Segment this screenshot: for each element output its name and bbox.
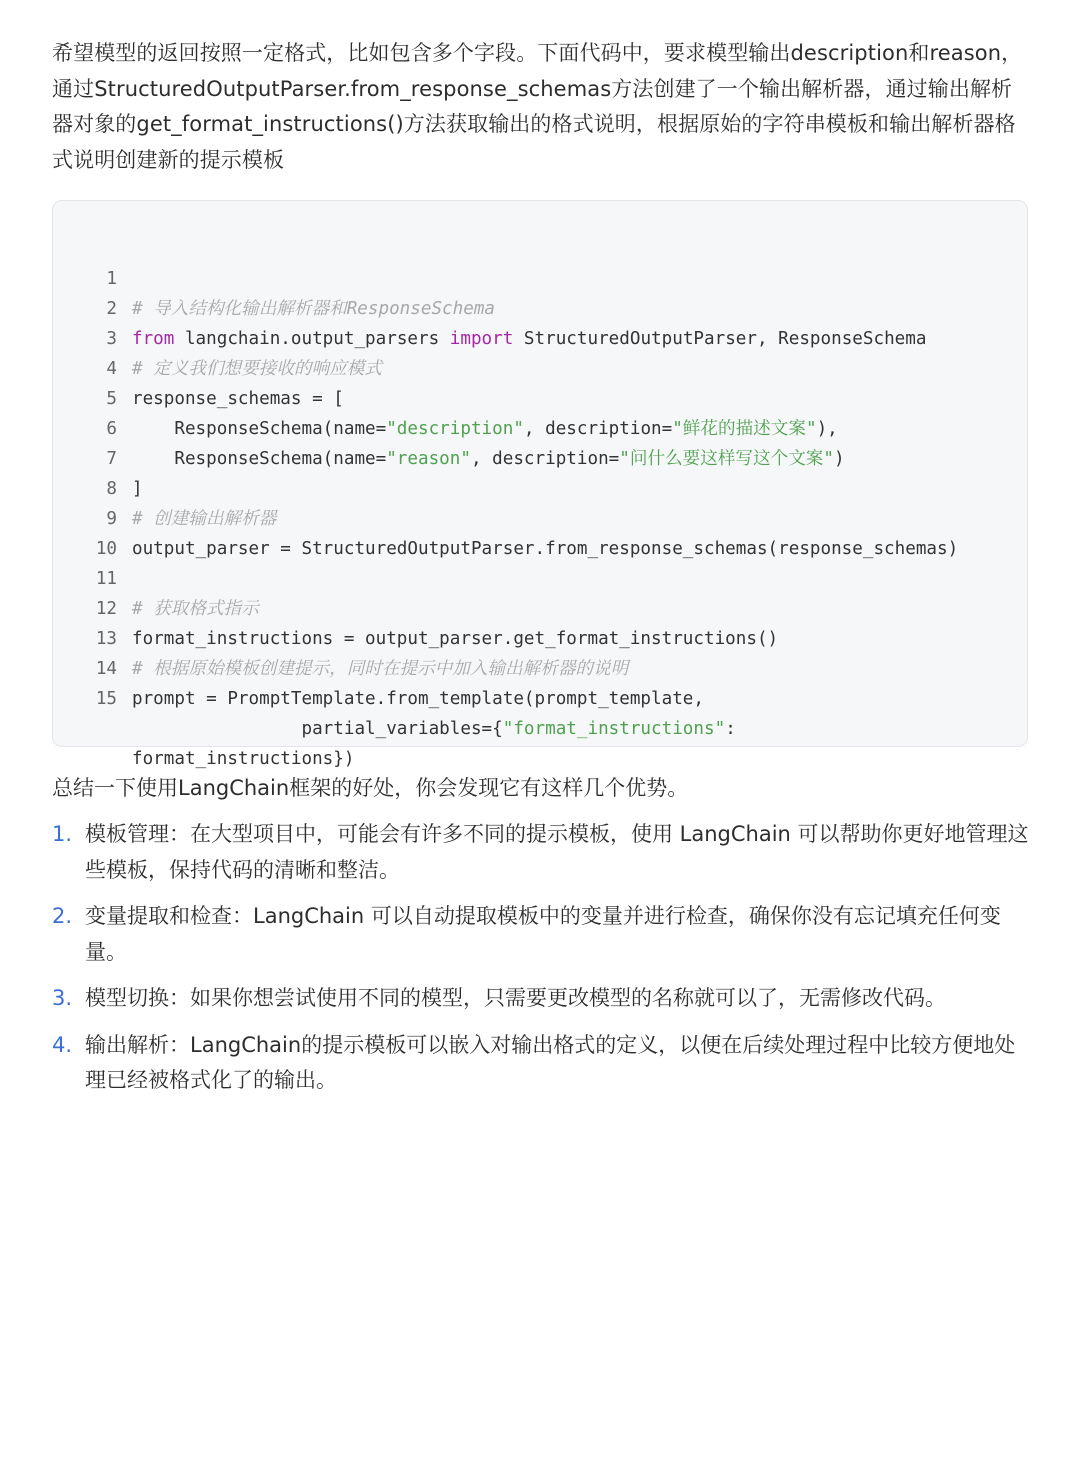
code-text: :	[725, 719, 736, 739]
code-keyword: from	[132, 329, 175, 349]
code-text: )	[833, 449, 845, 469]
code-line	[53, 444, 1027, 529]
line-number: 13	[95, 629, 117, 649]
line-number: 8	[106, 479, 117, 499]
code-text: output_parser = StructuredOutputParser.from_response_schemas(response_schemas)	[132, 539, 959, 559]
list-number: 3.	[52, 986, 73, 1010]
code-block[interactable]	[52, 200, 1028, 769]
list-text: 变量提取和检查：LangChain 可以自动提取模板中的变量并进行检查，确保你没有忘记填充任何变量。	[85, 904, 1001, 964]
code-line	[53, 654, 1027, 769]
line-number: 9	[106, 509, 117, 529]
code-string: "format_instructions"	[502, 719, 726, 739]
list-text: 输出解析：LangChain的提示模板可以嵌入对输出格式的定义，以便在后续处理过程中比较方便地处理已经被格式化了的输出。	[85, 1032, 1016, 1092]
list-item	[52, 981, 1030, 1017]
line-number: 6	[106, 419, 117, 439]
line-number: 4	[106, 359, 117, 379]
code-keyword: import	[449, 329, 514, 349]
line-number: 7	[106, 449, 117, 469]
code-text: ResponseSchema(name=	[132, 419, 387, 439]
code-comment: # 获取格式指示	[132, 599, 259, 619]
code-line	[53, 234, 1027, 319]
line-number: 15	[95, 689, 117, 709]
code-text: ]	[132, 479, 143, 499]
line-number: 3	[106, 329, 117, 349]
code-string: "reason"	[386, 449, 471, 469]
list-number: 1.	[52, 822, 73, 846]
list-number: 4.	[52, 1032, 73, 1057]
code-text: prompt = PromptTemplate.from_template(prompt_template,	[132, 689, 704, 709]
code-string: "description"	[386, 419, 524, 439]
code-comment: # 根据原始模板创建提示，同时在提示中加入输出解析器的说明	[132, 659, 629, 679]
code-text: ),	[816, 419, 838, 439]
line-number: 11	[95, 569, 117, 589]
code-text: partial_variables={	[132, 719, 503, 739]
list-item	[52, 1028, 1030, 1099]
code-text: , description=	[470, 449, 620, 469]
code-continuation: format_instructions})	[132, 749, 355, 769]
summary-paragraph: 总结一下使用LangChain框架的好处，你会发现它有这样几个优势。	[52, 776, 689, 800]
line-number: 2	[106, 299, 117, 319]
code-text: StructuredOutputParser, ResponseSchema	[513, 329, 927, 349]
code-text: format_instructions = output_parser.get_format_instructions()	[132, 629, 779, 649]
intro-paragraph: 希望模型的返回按照一定格式，比如包含多个字段。下面代码中，要求模型输出description和reason，通过StructuredOutputParser.from_response_schemas方法创建了一个输出解析器，通过输出解析器对象的get_format_instructions()方法获取输出的格式说明，根据原始的字符串模板和输出解析器格式说明创建新的提示模板	[52, 41, 1023, 172]
code-text: response_schemas = [	[132, 389, 344, 409]
list-text: 模型切换：如果你想尝试使用不同的模型，只需要更改模型的名称就可以了，无需修改代码。	[85, 986, 946, 1010]
code-text: langchain.output_parsers	[174, 329, 450, 349]
list-text: 模板管理：在大型项目中，可能会有许多不同的提示模板，使用 LangChain 可以帮助你更好地管理这些模板，保持代码的清晰和整洁。	[85, 822, 1029, 882]
line-number: 12	[95, 599, 117, 619]
code-text: , description=	[523, 419, 673, 439]
line-number: 14	[95, 659, 117, 679]
line-number: 1	[106, 269, 117, 289]
line-number: 10	[95, 539, 117, 559]
code-string: "鲜花的描述文案"	[672, 419, 817, 439]
code-string: "问什么要这样写这个文案"	[619, 449, 834, 469]
code-lines	[53, 234, 1027, 769]
list-number: 2.	[52, 904, 73, 928]
code-text: ResponseSchema(name=	[132, 449, 387, 469]
list-item	[52, 817, 1030, 888]
list-item	[52, 899, 1030, 970]
code-comment: # 定义我们想要接收的响应模式	[132, 359, 382, 379]
line-number: 5	[106, 389, 117, 409]
code-comment: # 导入结构化输出解析器和ResponseSchema	[132, 299, 496, 319]
code-comment: # 创建输出解析器	[132, 509, 277, 529]
article	[52, 0, 1030, 1092]
advantages-list	[52, 817, 1030, 1110]
